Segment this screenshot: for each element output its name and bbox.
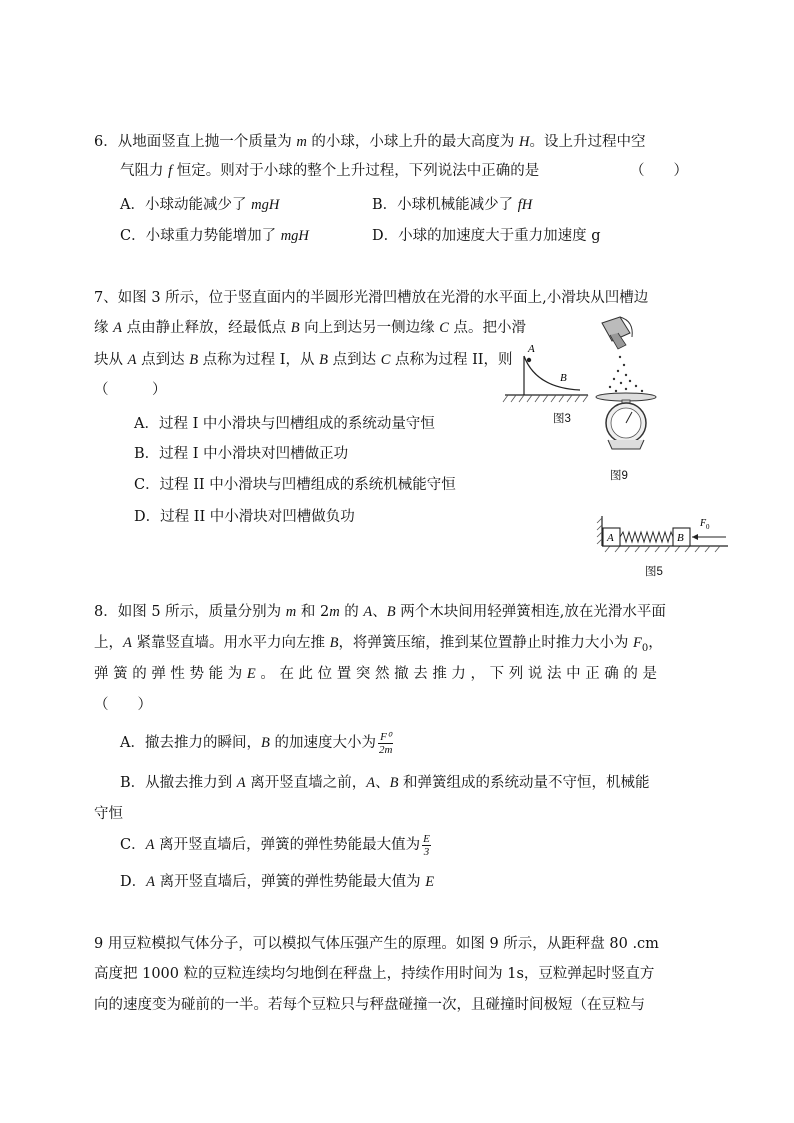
figure-5-force-arrow: [692, 534, 698, 540]
q6-option-a: A．小球动能减少了 mgH: [120, 197, 280, 213]
q8-option-b-line2: 守恒: [94, 806, 123, 822]
q8-option-b: B．从撤去推力到 A 离开竖直墙之前，A、B 和弹簧组成的系统动量不守恒，机械能: [120, 775, 650, 791]
figure-3-label-b: B: [560, 372, 567, 384]
q7-answer-paren: （ ）: [94, 382, 167, 398]
q7-option-d: D．过程 II 中小滑块对凹槽做负功: [134, 509, 355, 525]
q9-line1: 9 用豆粒模拟气体分子，可以模拟气体压强产生的原理。如图 9 所示，从距秤盘 80 .cm: [94, 936, 659, 952]
figure-5-spring-diagram: [596, 512, 731, 557]
q6-option-b: B．小球机械能减少了 fH: [372, 197, 533, 213]
q7-line3: 块从 A 点到达 B 点称为过程 I，从 B 点到达 C 点称为过程 II，则: [94, 352, 513, 368]
q8-answer-paren: （ ）: [94, 697, 152, 713]
svg-text:0: 0: [706, 523, 710, 531]
q7-option-a: A．过程 I 中小滑块与凹槽组成的系统动量守恒: [134, 416, 435, 432]
svg-text:A: A: [607, 532, 614, 544]
q8-line1: 8．如图 5 所示，质量分别为 m 和 2m 的 A、B 两个木块间用轻弹簧相连,放在光滑水平面: [94, 604, 666, 620]
figure-3-label-a: A: [528, 343, 535, 355]
q7-line1: 7、如图 3 所示，位于竖直面内的半圆形光滑凹槽放在光滑的水平面上,小滑块从凹槽边: [94, 290, 649, 306]
q6-option-d: D．小球的加速度大于重力加速度 g: [372, 228, 601, 244]
q8-option-a-fraction: $\frac{\text{F⁰}}{2m}$: [378, 730, 393, 756]
q6-answer-paren: （ ）: [630, 163, 688, 179]
q8-line2: 上，A 紧靠竖直墙。用水平力向左推 B，将弹簧压缩，推到某位置静止时推力大小为 $F_0$，: [94, 635, 663, 654]
q8-option-a: A．撤去推力的瞬间，B 的加速度大小为 $\frac{\text{F⁰}}{2m}$: [120, 730, 393, 756]
svg-text:B: B: [677, 532, 684, 544]
figure-3-groove-diagram: [500, 340, 590, 410]
q6-line1: 6．从地面竖直上抛一个质量为 m 的小球，小球上升的最大高度为 H。设上升过程中空: [94, 134, 646, 150]
figure-5-caption: 图5: [645, 566, 663, 578]
q7-option-b: B．过程 I 中小滑块对凹槽做正功: [134, 446, 349, 462]
q6-mass-symbol: m: [296, 134, 307, 150]
svg-text:F: F: [700, 518, 707, 529]
q8-option-c: C．A 离开竖直墙后，弹簧的弹性势能最大值为 $\frac{E}{3}$: [120, 832, 430, 858]
figure-3-caption: 图3: [553, 413, 571, 425]
figure-5-spring: [620, 532, 673, 542]
figure-9-caption: 图9: [610, 470, 628, 482]
q7-line2: 缘 A 点由静止释放，经最低点 B 向上到达另一侧边缘 C 点。把小滑: [94, 320, 527, 336]
q8-option-d: D．A 离开竖直墙后，弹簧的弹性势能最大值为 E: [120, 874, 435, 890]
q7-option-c: C．过程 II 中小滑块与凹槽组成的系统机械能守恒: [134, 477, 456, 493]
figure-9-scale-diagram: [590, 315, 690, 465]
q6-line2: 气阻力 f 恒定。则对于小球的整个上升过程，下列说法中正确的是: [120, 163, 540, 179]
q8-option-c-fraction: $\frac{E}{3}$: [423, 832, 430, 858]
q6-friction-symbol: f: [168, 163, 173, 179]
q9-line3: 向的速度变为碰前的一半。若每个豆粒只与秤盘碰撞一次，且碰撞时间极短（在豆粒与: [94, 997, 645, 1013]
q9-line2: 高度把 1000 粒的豆粒连续均匀地倒在秤盘上，持续作用时间为 1s，豆粒弹起时竖直方: [94, 966, 655, 982]
q6-height-symbol: H: [519, 134, 530, 150]
q6-option-c: C．小球重力势能增加了 mgH: [120, 228, 309, 244]
q8-line3: 弹 簧 的 弹 性 势 能 为 E 。 在 此 位 置 突 然 撤 去 推 力 ， 下 列 说 法 中 正 确 的 是: [94, 666, 658, 682]
